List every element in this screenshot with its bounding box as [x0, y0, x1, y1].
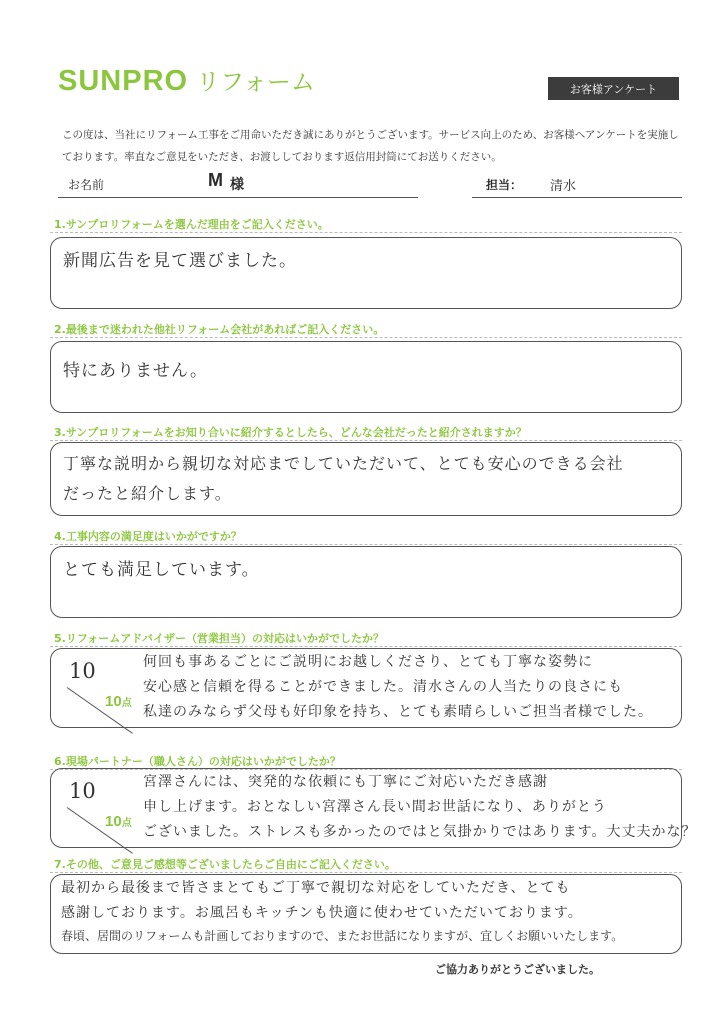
- question-1-answer-line: 新聞広告を見て選びました。: [63, 251, 297, 271]
- score-printed: [105, 693, 132, 710]
- question-7-label: 7.その他、ご意見ご感想等ございましたらご自由にご記入ください。: [54, 858, 396, 871]
- question-5-answer-line: 安心感と信頼を得ることができました。清水さんの人当たりの良さにも: [143, 679, 623, 695]
- question-2-rule: [50, 337, 682, 338]
- question-6-answer-box: [50, 768, 697, 848]
- question-4-answer-line: とても満足しています。: [63, 560, 260, 580]
- question-1-answer-box: [50, 237, 682, 309]
- question-3-rule: [50, 440, 682, 441]
- question-1-rule: [50, 232, 682, 233]
- score-handwritten: 10: [69, 659, 96, 683]
- question-7-answer-line: 春頃、居間のリフォームも計画しておりますので、またお世話になりますが、宜しくお願いいたします。: [61, 929, 624, 943]
- question-7-answer-box: [50, 874, 682, 954]
- question-3-answer-line: 丁寧な説明から親切な対応までしていただいて、とても安心のできる会社: [63, 454, 624, 473]
- score-unit: 点: [121, 818, 132, 829]
- question-5-rule: [50, 646, 682, 647]
- question-1-label: 1.サンプロリフォームを選んだ理由をご記入ください。: [54, 218, 329, 231]
- question-4-label: 4.工事内容の満足度はいかがですか？: [54, 530, 242, 543]
- score-handwritten: 10: [69, 779, 96, 803]
- question-5-answer-box: [50, 648, 682, 728]
- question-4-rule: [50, 544, 682, 545]
- question-6-answer-line: 申し上げます。おとなしい宮澤さん長い間お世話になり、ありがとう: [143, 799, 607, 815]
- survey-badge: お客様アンケート: [548, 77, 679, 100]
- thanks-text: ご協力ありがとうございました。: [435, 963, 600, 976]
- name-field: [58, 172, 418, 198]
- question-5-score: [61, 655, 139, 721]
- score-value: 10: [105, 813, 122, 830]
- question-3-answer-box: [50, 442, 682, 516]
- score-value: 10: [105, 693, 122, 710]
- question-7-answer-line: 感謝しております。お風呂もキッチンも快適に使わせていただいております。: [61, 905, 583, 921]
- staff-field: [472, 172, 682, 198]
- question-4-answer-box: [50, 546, 682, 618]
- question-2-answer-line: 特にありません。: [63, 361, 209, 381]
- question-3-label: 3.サンプロリフォームをお知り合いに紹介するとしたら、どんな会社だったと紹介されますか？: [54, 426, 527, 439]
- logo-sub-text: リフォーム: [196, 68, 315, 96]
- question-2-label: 2.最後まで迷われた他社リフォーム会社があればご記入ください。: [54, 323, 385, 336]
- question-6-score: [61, 775, 139, 841]
- staff-value: 清水: [550, 179, 577, 194]
- staff-label: 担当：: [486, 178, 523, 192]
- question-7-rule: [50, 872, 682, 873]
- score-unit: 点: [121, 698, 132, 709]
- intro-text: この度は、当社にリフォーム工事をご用命いただき誠にありがとうございます。サービス向上のため、お客様へアンケートを実施しております。率直なご意見をいただき、お渡ししております返信用封筒にてお送りください。: [62, 129, 679, 163]
- question-6-answer-line: 宮澤さんには、突発的な依頼にも丁寧にご対応いただき感謝: [143, 774, 548, 790]
- sunpro-logo: [58, 62, 315, 98]
- question-7-answer-line: 最初から最後まで皆さまとてもご丁寧で親切な対応をしていただき、とても: [61, 880, 571, 896]
- question-5-answer-line: 私達のみならず父母も好印象を持ち、とても素晴らしいご担当者様でした。: [143, 704, 653, 720]
- question-2-answer-box: [50, 341, 682, 413]
- name-label: お名前: [68, 178, 105, 192]
- question-3-answer-line: だったと紹介します。: [63, 484, 232, 503]
- score-printed: [105, 813, 132, 830]
- name-value: M: [208, 170, 223, 190]
- name-suffix: 様: [230, 177, 244, 193]
- question-5-label: 5.リフォームアドバイザー（営業担当）の対応はいかがでしたか？: [54, 632, 385, 645]
- logo-brand-text: SUNPRO: [58, 65, 189, 97]
- question-6-label: 6.現場パートナー（職人さん）の対応はいかがでしたか？: [54, 755, 341, 768]
- question-6-answer-line: ございました。ストレスも多かったのではと気掛かりではあります。大丈夫かな？: [143, 824, 697, 840]
- question-5-answer-line: 何回も事あるごとにご説明にお越しくださり、とても丁寧な姿勢に: [143, 654, 593, 670]
